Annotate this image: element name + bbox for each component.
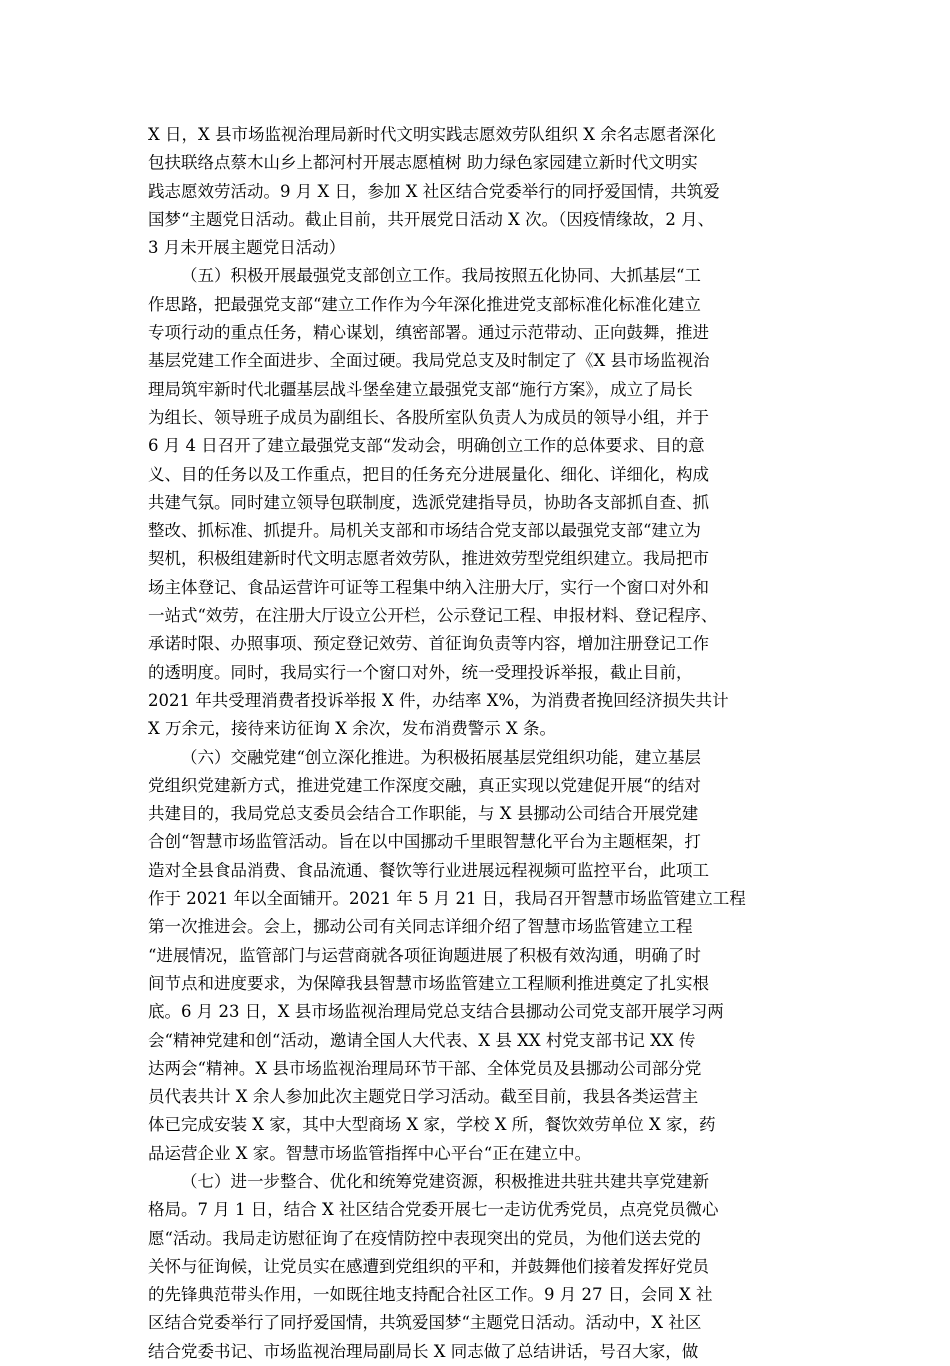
text-line: 3 月未开展主题党日活动）	[148, 238, 346, 258]
text-line: 承诺时限、办照事项、预定登记效劳、首征询负责等内容，增加注册登记工作	[148, 634, 709, 654]
text-line: 包扶联络点蔡木山乡上都河村开展志愿植树 助力绿色家园建立新时代文明实	[148, 153, 698, 173]
text-line: “进展情况，监管部门与运营商就各项征询题进展了积极有效沟通，明确了时	[148, 945, 701, 965]
text-line: 关怀与征询候，让党员实在感遭到党组织的平和，并鼓舞他们接着发挥好党员	[148, 1256, 709, 1276]
text-line: 合创“智慧市场监管活动。旨在以中国挪动千里眼智慧化平台为主题框架，打	[148, 832, 701, 852]
text-line: 结合党委书记、市场监视治理局副局长 X 同志做了总结讲话，号召大家，做	[148, 1341, 699, 1361]
text-line: 基层党建工作全面进步、全面过硬。我局党总支及时制定了《X 县市场监视治	[148, 351, 710, 371]
text-line: 作于 2021 年以全面铺开。2021 年 5 月 21 日，我局召开智慧市场监管建立工程	[148, 889, 746, 909]
text-line: 为组长、领导班子成员为副组长、各股所室队负责人为成员的领导小组，并于	[148, 407, 709, 427]
text-line: 达两会“精神。X 县市场监视治理局环节干部、全体党员及县挪动公司部分党	[148, 1058, 702, 1078]
text-line: X 万余元，接待来访征询 X 余次，发布消费警示 X 条。	[148, 719, 556, 739]
text-line: 品运营企业 X 家。智慧市场监管指挥中心平台“正在建立中。	[148, 1143, 592, 1163]
text-line: 场主体登记、食品运营许可证等工程集中纳入注册大厅，实行一个窗口对外和	[148, 577, 709, 597]
text-line: 共建目的，我局党总支委员会结合工作职能，与 X 县挪动公司结合开展党建	[148, 804, 699, 824]
text-line: X 日，X 县市场监视治理局新时代文明实践志愿效劳队组织 X 余名志愿者深化	[148, 125, 716, 144]
text-line: 理局筑牢新时代北疆基层战斗堡垒建立最强党支部“施行方案》，成立了局长	[148, 379, 693, 399]
text-line: 员代表共计 X 余人参加此次主题党日学习活动。截至目前，我县各类运营主	[148, 1087, 699, 1107]
text-line: 格局。7 月 1 日，结合 X 社区结合党委开展七一走访优秀党员，点亮党员微心	[148, 1200, 719, 1220]
text-line: （六）交融党建“创立深化推进。为积极拓展基层党组织功能，建立基层	[181, 747, 701, 767]
text-line: 区结合党委举行了同抒爱国情，共筑爱国梦“主题党日活动。活动中，X 社区	[148, 1313, 702, 1333]
text-line: 整改、抓标准、抓提升。局机关支部和市场结合党支部以最强党支部“建立为	[148, 521, 701, 541]
text-line: 会“精神党建和创“活动，邀请全国人大代表、X 县 XX 村党支部书记 XX 传	[148, 1030, 696, 1050]
text-line: 专项行动的重点任务，精心谋划，缜密部署。通过示范带动、正向鼓舞，推进	[148, 323, 709, 343]
text-line: 共建气氛。同时建立领导包联制度，选派党建指导员，协助各支部抓自查、抓	[148, 492, 709, 512]
text-line: （七）进一步整合、优化和统筹党建资源，积极推进共驻共建共享党建新	[181, 1171, 709, 1191]
text-line: 党组织党建新方式，推进党建工作深度交融，真正实现以党建促开展“的结对	[148, 775, 701, 795]
text-line: 的透明度。同时，我局实行一个窗口对外，统一受理投诉举报，截止目前，	[148, 662, 693, 682]
text-line: 践志愿效劳活动。9 月 X 日，参加 X 社区结合党委举行的同抒爱国情，共筑爱	[148, 181, 720, 201]
text-line: 体已完成安装 X 家，其中大型商场 X 家，学校 X 所，餐饮效劳单位 X 家，药	[148, 1115, 716, 1135]
paragraph-section-six	[148, 744, 808, 1168]
text-line: 间节点和进度要求，为保障我县智慧市场监管建立工程顺利推进奠定了扎实根	[148, 973, 709, 993]
text-line: 2021 年共受理消费者投诉举报 X 件，办结率 X%，为消费者挽回经济损失共计	[148, 690, 729, 710]
text-line: 一站式“效劳，在注册大厅设立公开栏，公示登记工程、申报材料、登记程序、	[148, 606, 718, 626]
text-line: 6 月 4 日召开了建立最强党支部“发动会，明确创立工作的总体要求、目的意	[148, 436, 705, 456]
document-body	[148, 121, 808, 1366]
text-line: 底。6 月 23 日，X 县市场监视治理局党总支结合县挪动公司党支部开展学习两	[148, 1002, 724, 1022]
paragraph-section-seven	[148, 1168, 808, 1366]
text-line: 义、目的任务以及工作重点，把目的任务充分进展量化、细化、详细化，构成	[148, 464, 709, 484]
paragraph-section-five	[148, 262, 808, 743]
text-line: 第一次推进会。会上，挪动公司有关同志详细介绍了智慧市场监管建立工程	[148, 917, 693, 937]
text-line: 的先锋典范带头作用，一如既往地支持配合社区工作。9 月 27 日，会同 X 社	[148, 1285, 713, 1305]
text-line: 国梦“主题党日活动。截止目前，共开展党日活动 X 次。（因疫情缘故，2 月、	[148, 209, 715, 229]
text-line: 契机，积极组建新时代文明志愿者效劳队，推进效劳型党组织建立。我局把市	[148, 549, 709, 569]
paragraph-volunteer-service	[148, 121, 808, 262]
text-line: 造对全县食品消费、食品流通、餐饮等行业进展远程视频可监控平台，此项工	[148, 860, 709, 880]
text-line: 作思路，把最强党支部“建立工作作为今年深化推进党支部标准化标准化建立	[148, 294, 701, 314]
text-line: （五）积极开展最强党支部创立工作。我局按照五化协同、大抓基层“工	[181, 266, 701, 286]
text-line: 愿“活动。我局走访慰征询了在疫情防控中表现突出的党员，为他们送去党的	[148, 1228, 701, 1248]
